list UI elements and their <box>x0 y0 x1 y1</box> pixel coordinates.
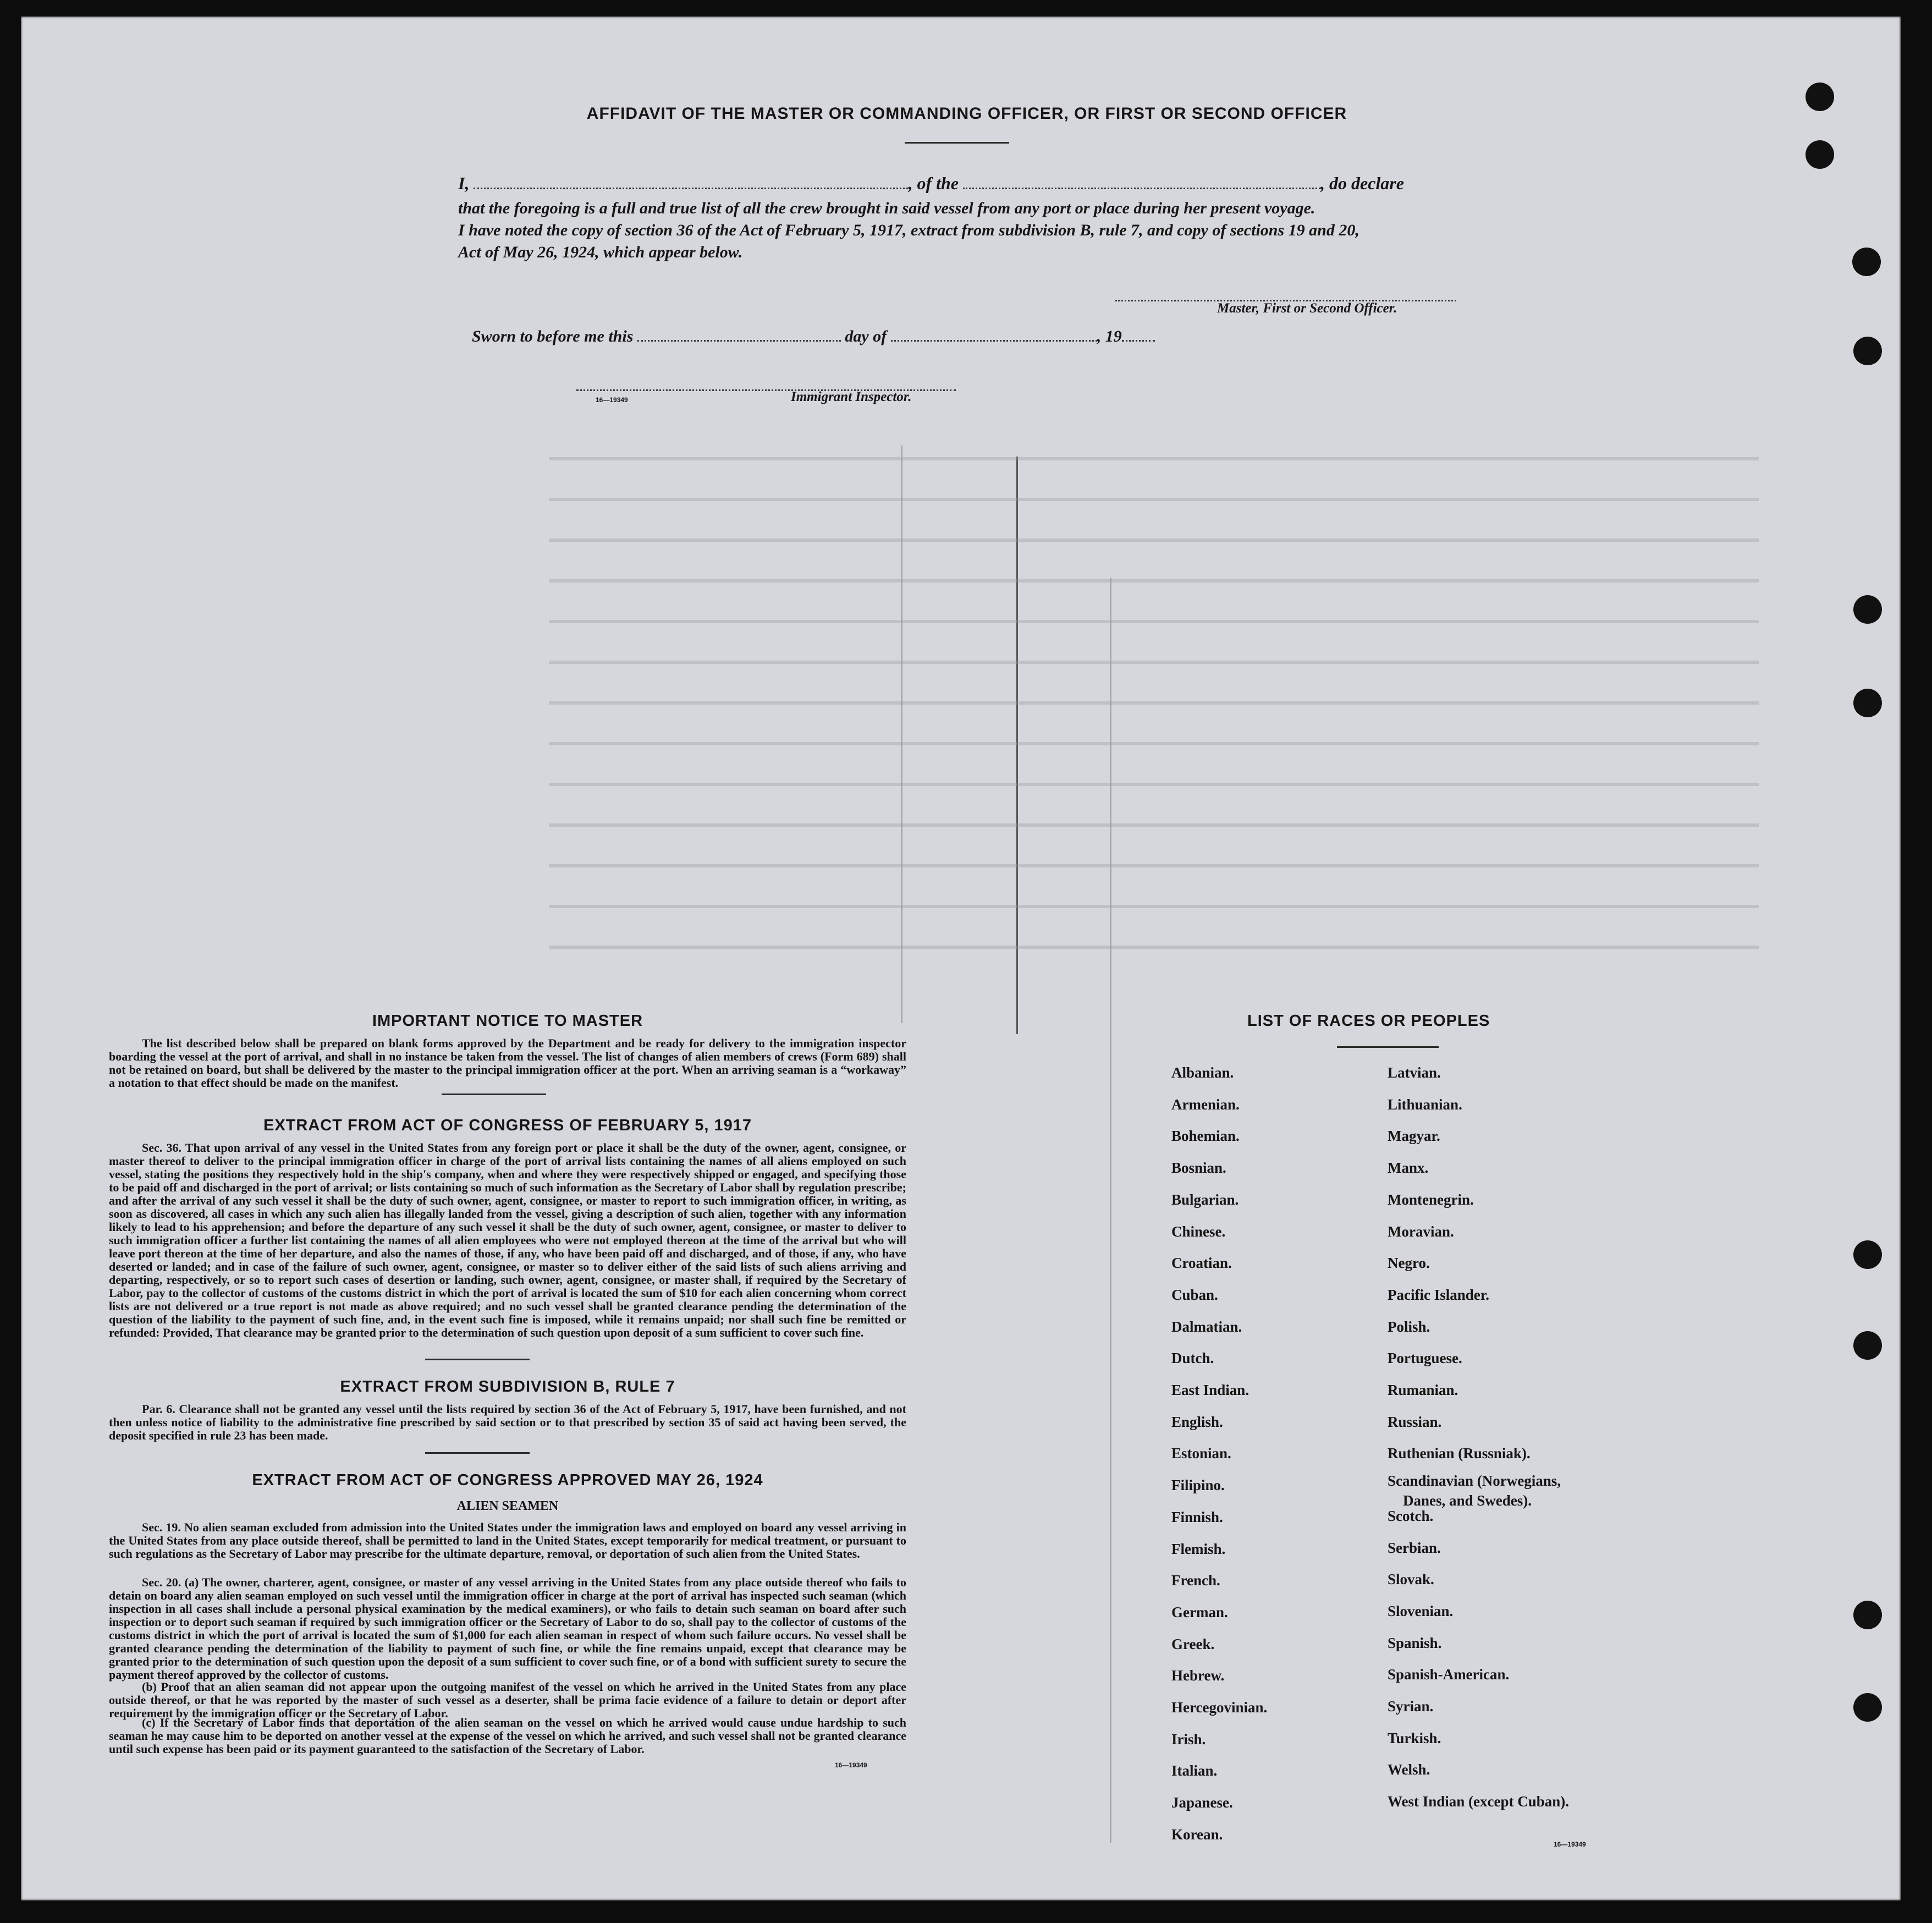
race-item: Dutch. <box>1171 1350 1214 1367</box>
race-item: Scandinavian (Norwegians, <box>1388 1473 1561 1490</box>
race-item: English. <box>1171 1413 1223 1430</box>
punch-hole <box>1853 337 1882 365</box>
race-item: Spanish. <box>1388 1634 1442 1651</box>
race-item: Estonian. <box>1171 1445 1231 1462</box>
divider <box>425 1359 530 1360</box>
of-the-label: , of the <box>908 173 959 193</box>
do-declare-label: , do declare <box>1320 173 1404 193</box>
race-item: West Indian (except Cuban). <box>1388 1793 1570 1810</box>
extract-1917-body: Sec. 36. That upon arrival of any vessel in the United States from any foreign port or place it shall be the duty of the owner, agent, consignee, or master thereof to deliver to the principal immigration officer in charge of the port of arrival lists containing the names of all aliens employed on such vessel, stating the positions they respectively hold in the ship's company, when and where they were respectively shipped or engaged, and specifying those to be paid off and discharged in the port of arrival; or lists containing so much of such information as the Secretary of Labor shall by regulation prescribe; and after the arrival of any such vessel it shall be the duty of such owner, agent, consignee, or master to report to such immigration officer, in writing, as soon as discovered, all cases in which any such alien has illegally landed from the vessel, giving a description of such alien, together with any information likely to lead to his apprehension; and before the departure of any such vessel it shall be the duty of such owner, agent, consignee, or master to deliver to such immigration officer a further list containing the names of all alien employees who were not employed thereon at the time of the arrival but who will leave port thereon at the time of her departure, and also the names of those, if any, who have been paid off and discharged, and of those, if any, who have deserted or landed; and in case of the failure of such owner, agent, consignee, or master so to deliver either of the said lists of such aliens arriving and departing, respectively, or so to report such cases of desertion or landing, such owner, agent, consignee, or master shall, if required by the Secretary of Labor, pay to the collector of customs of the customs district in which the port of arrival is located the sum of $10 for each alien concerning whom correct lists are not delivered or a true report is not made as above required; and no such vessel shall be granted clearance pending the determination of the question of the liability to the payment of such fine, and, in the event such fine is imposed, while it remains unpaid; nor shall such fine be remitted or refunded: Provided, That clearance may be granted prior to the determination of such question upon deposit of a sum sufficient to cover such fine. <box>109 1141 906 1339</box>
race-item: Bulgarian. <box>1171 1191 1239 1208</box>
punch-hole <box>1806 83 1834 111</box>
sworn-line <box>472 327 1155 346</box>
notice-body: The list described below shall be prepared on blank forms approved by the Department and be ready for delivery to the immigration inspector boarding the vessel at the port of arrival, and shall in no instance be taken from the vessel. The list of changes of alien members of crews (Form 689) shall not be retained on board, but shall be delivered by the master to the principal immigration officer at the port. When an arriving seaman is a “workaway” a notation to that effect should be made on the manifest. <box>109 1036 906 1090</box>
race-item: Cuban. <box>1171 1286 1218 1303</box>
punch-hole <box>1853 1693 1882 1722</box>
declaration-line-4: Act of May 26, 1924, which appear below. <box>458 243 743 261</box>
punch-hole <box>1853 1240 1882 1269</box>
race-item: Welsh. <box>1388 1761 1430 1778</box>
section-19-body: Sec. 19. No alien seaman excluded from admission into the United States under the immigration laws and employed on board any vessel arriving in the United States from any place outside thereof, shall be permitted to land in the United States, except temporarily for medical treatment, or pursuant to such regulations as the Secretary of Labor may prescribe for the ultimate departure, removal, or deportation of such alien from the United States. <box>109 1520 906 1561</box>
sworn-day-field[interactable] <box>637 334 841 342</box>
divider <box>1337 1046 1439 1048</box>
race-item: Russian. <box>1388 1413 1442 1430</box>
form-code: 16—19349 <box>596 396 628 404</box>
inspector-label: Immigrant Inspector. <box>791 389 912 404</box>
race-item: Polish. <box>1388 1318 1430 1335</box>
declaration-line-3: I have noted the copy of section 36 of the Act of February 5, 1917, extract from subdivision B, rule 7, and copy of sections 19 and 20, <box>458 221 1359 239</box>
race-item: Greek. <box>1171 1635 1215 1652</box>
race-item: Ruthenian (Russniak). <box>1388 1445 1531 1462</box>
form-code: 16—19349 <box>835 1761 867 1769</box>
race-item: Slovak. <box>1388 1571 1434 1588</box>
race-item: Scotch. <box>1388 1507 1434 1524</box>
punch-hole <box>1852 248 1881 276</box>
race-item: Armenian. <box>1171 1096 1240 1113</box>
race-item: Serbian. <box>1388 1539 1441 1556</box>
race-item: Moravian. <box>1388 1223 1454 1240</box>
subdivision-b-body: Par. 6. Clearance shall not be granted any vessel until the lists required by section 36 of the Act of February 5, 1917, have been furnished, and not then unless notice of liability to the administrative fine prescribed by said section or to that prescribed by section 35 of said act having been served, the deposit specified in rule 23 has been made. <box>109 1402 906 1442</box>
race-item: Chinese. <box>1171 1223 1226 1240</box>
punch-hole <box>1853 1601 1882 1629</box>
affidavit-title: AFFIDAVIT OF THE MASTER OR COMMANDING OFFICER, OR FIRST OR SECOND OFFICER <box>586 105 1347 123</box>
race-item: Flemish. <box>1171 1540 1226 1557</box>
section-20a-body: Sec. 20. (a) The owner, charterer, agent, consignee, or master of any vessel arriving in the United States from any place outside thereof who fails to detain on board any alien seaman employed on such vessel until the immigration officer in charge at the port of arrival has inspected such seaman (which inspection in all cases shall include a personal physical examination by the medical examiners), or who fails to detain such seaman on board after such inspection or to deport such seaman if required by such immigration officer or the Secretary of Labor to do so, shall pay to the collector of customs of the customs district in which the port of arrival is located the sum of $1,000 for each alien seaman in respect of whom such failure occurs. No vessel shall be granted clearance pending the determination of the liability to payment of such fine, or while the fine remains unpaid, except that clearance may be granted prior to the determination of such question upon the deposit of a sum sufficient to cover such fine, or of a bond with sufficient surety to secure the payment thereof approved by the collector of customs. <box>109 1575 906 1682</box>
race-item: Pacific Islander. <box>1388 1286 1489 1303</box>
bleed-through-text <box>549 426 1759 976</box>
race-item: Latvian. <box>1388 1064 1441 1081</box>
punch-hole <box>1806 140 1834 169</box>
race-item: Manx. <box>1388 1160 1429 1177</box>
sworn-year-field[interactable] <box>1122 334 1155 342</box>
race-item: Danes, and Swedes). <box>1403 1492 1532 1509</box>
year-prefix: , 19 <box>1097 327 1122 345</box>
title-underline <box>905 142 1009 144</box>
race-item: Lithuanian. <box>1388 1096 1462 1113</box>
race-item: Finnish. <box>1171 1508 1223 1525</box>
affidavit-form-page <box>21 17 1901 1900</box>
race-item: Slovenian. <box>1388 1602 1454 1619</box>
race-item: Japanese. <box>1171 1794 1233 1811</box>
subdivision-b-title: EXTRACT FROM SUBDIVISION B, RULE 7 <box>340 1378 675 1395</box>
race-item: Hercegovinian. <box>1171 1699 1268 1716</box>
races-title: LIST OF RACES OR PEOPLES <box>1247 1012 1490 1030</box>
race-item: Turkish. <box>1388 1729 1441 1746</box>
divider <box>442 1094 546 1095</box>
race-item: Korean. <box>1171 1826 1223 1843</box>
notice-title: IMPORTANT NOTICE TO MASTER <box>372 1012 643 1030</box>
race-item: Spanish-American. <box>1388 1666 1510 1683</box>
race-item: Croatian. <box>1171 1255 1232 1272</box>
race-item: Syrian. <box>1388 1698 1434 1715</box>
race-item: Bosnian. <box>1171 1160 1226 1177</box>
alien-seamen-subtitle: ALIEN SEAMEN <box>456 1499 559 1513</box>
section-20c-body: (c) If the Secretary of Labor finds that deportation of the alien seaman on the vessel on which he arrived would cause undue hardship to such seaman he may cause him to be deported on another vessel at the expense of the vessel on which he arrived, and such vessel shall not be granted clearance until such expense has been paid or its payment guaranteed to the satisfaction of the Secretary of Labor. <box>109 1716 906 1756</box>
race-item: Montenegrin. <box>1388 1191 1474 1208</box>
race-item: Portuguese. <box>1388 1350 1462 1367</box>
race-item: German. <box>1171 1603 1228 1620</box>
punch-hole <box>1853 1331 1882 1360</box>
punch-hole <box>1853 595 1882 624</box>
sworn-month-field[interactable] <box>891 334 1097 342</box>
vessel-field[interactable] <box>963 182 1320 189</box>
race-item: Irish. <box>1171 1730 1206 1748</box>
race-item: East Indian. <box>1171 1382 1250 1398</box>
form-code: 16—19349 <box>1554 1840 1586 1848</box>
name-field[interactable] <box>474 182 908 189</box>
race-item: Rumanian. <box>1388 1382 1458 1398</box>
master-signature-label: Master, First or Second Officer. <box>1217 301 1397 316</box>
declaration-line-2: that the foregoing is a full and true list of all the crew brought in said vessel from any port or place during her present voyage. <box>458 199 1315 217</box>
race-item: Hebrew. <box>1171 1667 1225 1684</box>
punch-hole <box>1853 689 1882 717</box>
section-20b-body: (b) Proof that an alien seaman did not appear upon the outgoing manifest of the vessel on which he arrived in the United States from any place outside thereof, or that he was reported by the master of such vessel as a deserter, shall be prima facie evidence of a failure to detain or deport after requirement by the immigration officer or the Secretary of Labor. <box>109 1680 906 1720</box>
race-item: French. <box>1171 1572 1220 1589</box>
race-item: Bohemian. <box>1171 1128 1240 1145</box>
race-item: Magyar. <box>1388 1128 1440 1145</box>
declaration-line-1 <box>458 173 1404 194</box>
extract-1917-title: EXTRACT FROM ACT OF CONGRESS OF FEBRUARY 5, 1917 <box>263 1117 752 1134</box>
i-label: I, <box>458 173 470 193</box>
extract-1924-title: EXTRACT FROM ACT OF CONGRESS APPROVED MAY 26, 1924 <box>252 1471 763 1489</box>
race-item: Italian. <box>1171 1762 1218 1779</box>
divider <box>425 1452 530 1454</box>
sworn-label: Sworn to before me this <box>472 327 634 345</box>
race-item: Dalmatian. <box>1171 1318 1242 1335</box>
race-item: Filipino. <box>1171 1477 1225 1494</box>
day-of-label: day of <box>845 327 887 345</box>
race-item: Albanian. <box>1171 1064 1234 1081</box>
race-item: Negro. <box>1388 1255 1430 1272</box>
